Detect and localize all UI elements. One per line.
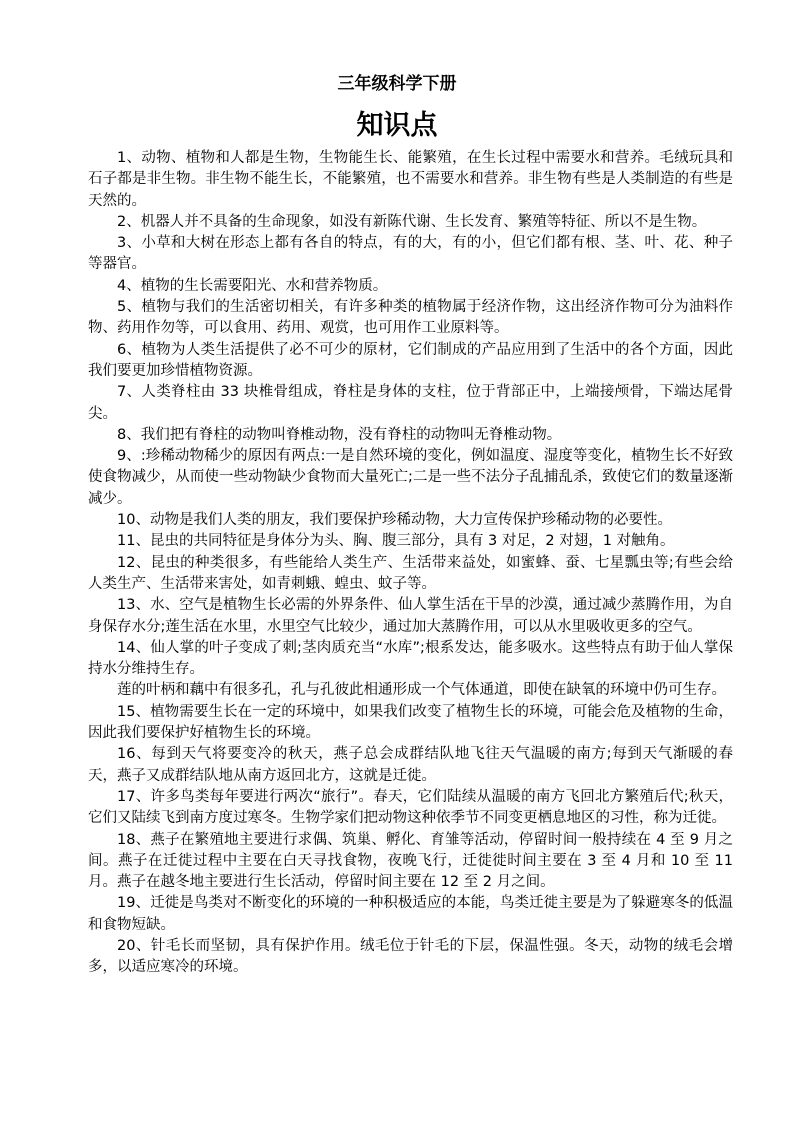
document-subtitle: 三年级科学下册	[337, 74, 457, 94]
paragraph-16: 16、每到天气将要变冷的秋天，燕子总会成群结队地飞往天气温暖的南方;每到天气渐暖的春天，燕子又成群结队地从南方返回北方，这就是迁徙。	[88, 746, 733, 784]
paragraph-2: 2、机器人并不具备的生命现象，如没有新陈代谢、生长发育、繁殖等特征、所以不是生物。	[117, 213, 707, 230]
paragraph-5: 5、植物与我们的生活密切相关，有许多种类的植物属于经济作物，这出经济作物可分为油料作物、药用作勿等，可以食用、药用、观赏，也可用作工业原料等。	[88, 299, 733, 337]
paragraph-11: 11、昆虫的共同特征是身体分为头、胸、腹三部分，具有 3 对足，2 对翅，1 对触角。	[117, 533, 675, 550]
paragraph-20: 20、针毛长而坚韧，具有保护作用。绒毛位于针毛的下层，保温性强。冬天，动物的绒毛会增多，以适应寒冷的环境。	[88, 937, 733, 976]
document-title: 知识点	[356, 110, 438, 141]
paragraph-7: 7、人类脊柱由 33 块椎骨组成，脊柱是身体的支柱，位于背部正中，上端接颅骨，下端达尾骨尖。	[88, 384, 733, 422]
paragraph-17: 17、许多鸟类每年要进行两次“旅行”。春天，它们陆续从温暖的南方飞回北方繁殖后代;秋天，它们又陆续飞到南方度过寒冬。生物学家们把动物这种依季节不同变更栖息地区的习性，称为迁徙。	[88, 788, 733, 827]
paragraph-10: 10、动物是我们人类的朋友，我们要保护珍稀动物，大力宣传保护珍稀动物的必要性。	[117, 512, 672, 529]
paragraph-1: 1、动物、植物和人都是生物，生物能生长、能繁殖，在生长过程中需要水和营养。毛绒玩具和石子都是非生物。非生物不能生长，不能繁殖，也不需要水和营养。非生物有些是人类制造的有些是天然的。	[88, 150, 733, 209]
paragraph-9: 9、:珍稀动物稀少的原因有两点:一是自然环境的变化，例如温度、湿度等变化，植物生长不好致使食物减少，从而使一些动物缺少食物而大量死亡;二是一些不法分子乱捕乱杀，致使它们的数量逐渐减少。	[88, 448, 733, 507]
paragraph-13: 13、水、空气是植物生长必需的外界条件、仙人掌生活在干旱的沙漠，通过减少蒸腾作用，为自身保存水分;莲生活在水里，水里空气比较少，通过加大蒸腾作用，可以从水里吸收更多的空气。	[88, 597, 733, 635]
paragraph-8: 8、我们把有脊柱的动物叫脊椎动物，没有脊柱的动物叫无脊椎动物。	[117, 426, 562, 443]
paragraph-14-lotus: 莲的叶柄和藕中有很多孔，孔与孔彼此相通形成一个气体通道，即使在缺氧的环境中仍可生存。	[117, 682, 726, 699]
paragraph-14: 14、仙人掌的叶子变成了刺;茎肉质充当“水库”;根系发达，能多吸水。这些特点有助于仙人掌保持水分维持生存。	[88, 639, 733, 678]
paragraph-19: 19、迁徙是鸟类对不断变化的环境的一种积极适应的本能，鸟类迁徙主要是为了躲避寒冬的低温和食物短缺。	[88, 895, 733, 933]
paragraph-3: 3、小草和大树在形态上都有各自的特点，有的大，有的小，但它们都有根、茎、叶、花、种子等器官。	[88, 235, 733, 273]
paragraph-12: 12、昆虫的种类很多，有些能给人类生产、生活带来益处，如蜜蜂、蚕、七星瓢虫等;有些会给人类生产、生活带来害处，如青刺蛾、蝗虫、蚊子等。	[88, 554, 733, 592]
paragraph-18: 18、燕子在繁殖地主要进行求偶、筑巢、孵化、育雏等活动，停留时间一般持续在 4 至 9 月之间。燕子在迁徙过程中主要在白天寻找食物，夜晚飞行，迁徙徙时间主要在 3 至 4 月和 10 至 11 月。燕子在越冬地主要进行生长活动，停留时间主要在 12 至 2 月之间。	[88, 831, 733, 891]
paragraph-15: 15、植物需要生长在一定的环境中，如果我们改变了植物生长的环境，可能会危及植物的生命，因此我们要保护好植物生长的环境。	[88, 703, 733, 742]
document-body	[88, 148, 733, 979]
paragraph-4: 4、植物的生长需要阳光、水和营养物质。	[117, 277, 388, 294]
paragraph-6: 6、植物为人类生活提供了必不可少的原材，它们制成的产品应用到了生活中的各个方面，因此我们要更加珍惜植物资源。	[88, 341, 733, 379]
